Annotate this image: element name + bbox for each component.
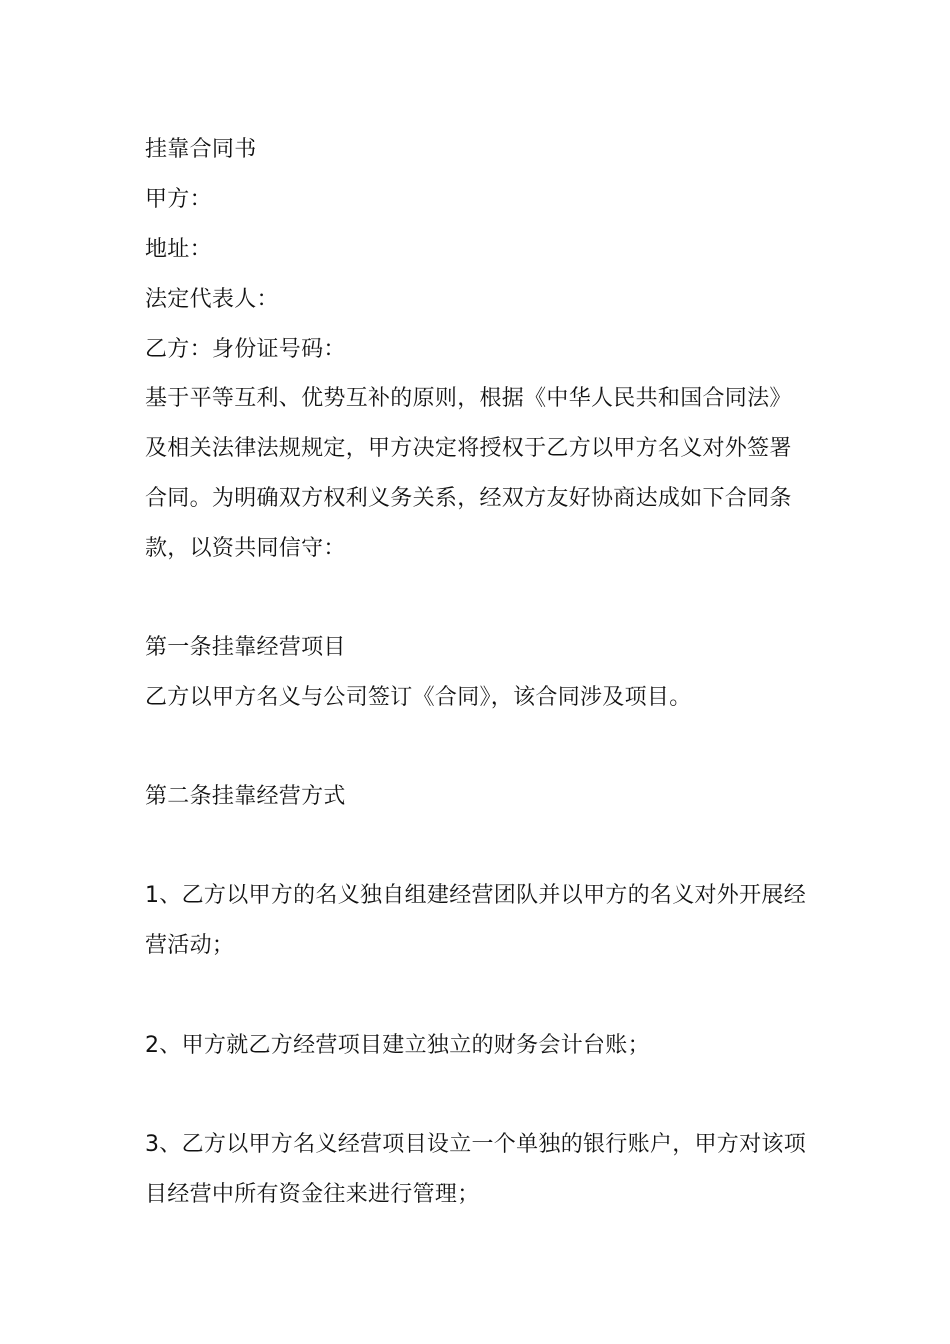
article-2-item-3: 3、乙方以甲方名义经营项目设立一个单独的银行账户，甲方对该项 <box>145 1132 806 1157</box>
preamble-line: 款，以资共同信守： <box>145 536 346 561</box>
preamble-line: 及相关法律法规规定，甲方决定将授权于乙方以甲方名义对外签署 <box>145 436 792 461</box>
legal-representative-line: 法定代表人： <box>145 287 279 312</box>
article-2-item-2: 2、甲方就乙方经营项目建立独立的财务会计台账； <box>145 1033 650 1058</box>
document-title: 挂靠合同书 <box>145 137 257 162</box>
preamble-line: 合同。为明确双方权利义务关系，经双方友好协商达成如下合同条 <box>145 486 792 511</box>
article-2-item-1-cont: 营活动； <box>145 933 235 958</box>
article-1-body: 乙方以甲方名义与公司签订《合同》，该合同涉及项目。 <box>145 685 692 710</box>
address-line: 地址： <box>145 237 212 262</box>
article-2-heading: 第二条挂靠经营方式 <box>145 784 346 809</box>
article-1-heading: 第一条挂靠经营项目 <box>145 635 346 660</box>
article-2-item-1: 1、乙方以甲方的名义独自组建经营团队并以甲方的名义对外开展经 <box>145 883 806 908</box>
preamble-line: 基于平等互利、优势互补的原则，根据《中华人民共和国合同法》 <box>145 386 792 411</box>
party-b-line: 乙方：身份证号码： <box>145 337 346 362</box>
article-2-item-3-cont: 目经营中所有资金往来进行管理； <box>145 1182 480 1207</box>
party-a-line: 甲方： <box>145 187 212 212</box>
